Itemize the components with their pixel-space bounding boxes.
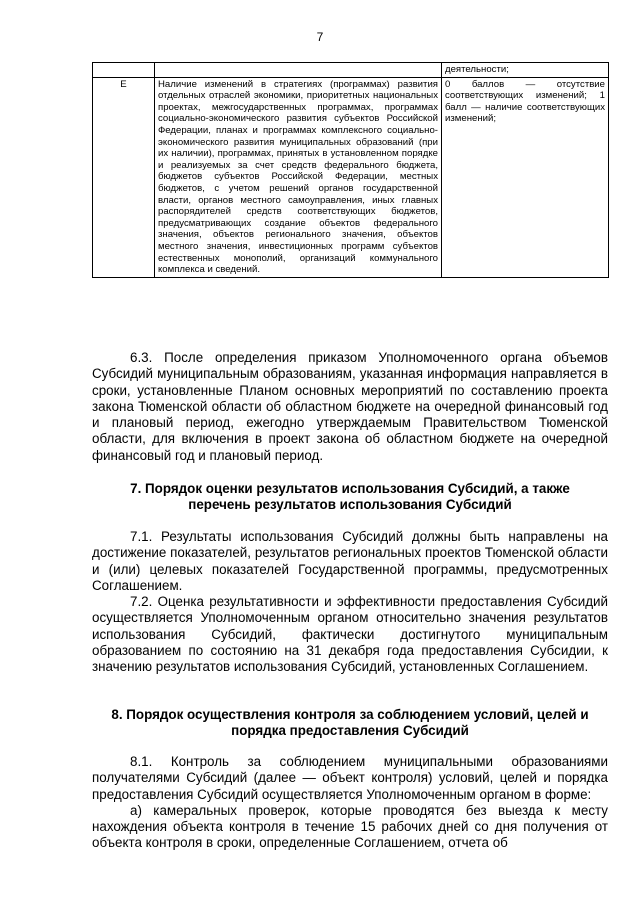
table-row [93, 63, 609, 78]
page-number: 7 [316, 30, 324, 44]
section-7-heading [92, 481, 608, 514]
table-cell-code [93, 63, 155, 78]
table-cell-code: Е [93, 77, 155, 277]
table-cell-score: 0 баллов — отсутствие соответствующих изменений; 1 балл — наличие соответствующих изменений; [442, 77, 609, 277]
paragraph-6-3: 6.3. После определения приказом Уполномоченного органа объемов Субсидий муниципальным образованиям, указанная информация направляется в сроки, установленные Планом основных мероприятий по составлению проекта закона Тюменской области об областном бюджете на очередной финансовый год и плановый период, ежегодно утверждаемым Правительством Тюменской области, для включения в проект закона об областном бюджете на очередной финансовый год и плановый период. [92, 350, 608, 463]
section-8-heading-line2: порядка предоставления Субсидий [231, 723, 469, 739]
criteria-table [92, 62, 609, 278]
paragraph-8-1-a: а) камеральных проверок, которые проводятся без выезда к месту нахождения объекта контроля в течение 15 рабочих дней со дня получения от объекта контроля в сроки, определенные Соглашением, отчета об [92, 802, 608, 851]
paragraph-block-6-3 [92, 350, 608, 464]
paragraph-8-1: 8.1. Контроль за соблюдением муниципальными образованиями получателями Субсидий (далее — объект контроля) условий, целей и порядка предоставления Субсидий осуществляется Уполномоченным органом в форме: [92, 754, 608, 802]
section-7-body [92, 529, 608, 676]
section-8-body [92, 754, 608, 852]
section-8-heading-line1: 8. Порядок осуществления контроля за соблюдением условий, целей и [111, 707, 589, 722]
section-8-heading [92, 707, 608, 740]
paragraph-7-1: 7.1. Результаты использования Субсидий должны быть направлены на достижение показателей, результатов региональных проектов Тюменской области и (или) целевых показателей Государственной программы, предусмотренных Соглашением. [92, 529, 608, 593]
table-cell-indicator [155, 63, 442, 78]
paragraph-7-2: 7.2. Оценка результативности и эффективности предоставления Субсидий осуществляется Уполномоченным органом относительно значения результатов использования Субсидий, фактически достигнутого муниципальным образованием по состоянию на 31 декабря года предоставления Субсидии, к значению результатов использования Субсидий, установленных Соглашением. [92, 594, 608, 675]
table-row [93, 77, 609, 277]
table-cell-score: деятельности; [442, 63, 609, 78]
table-cell-indicator: Наличие изменений в стратегиях (программах) развития отдельных отраслей экономики, приоритетных национальных проектах, межгосударственных программах, программах социально-экономического развития субъектов Российской Федерации, планах и программах комплексного социально-экономического развития муниципальных образований (при их наличии), программах, принятых в установленном порядке и реализуемых за счет средств федерального бюджета, бюджетов субъектов Российской Федерации, местных бюджетов, с учетом решений органов государственной власти, органов местного самоуправления, иных главных распорядителей средств соответствующих бюджетов, предусматривающих создание объектов федерального значения, объектов регионального значения, объектов местного значения, инвестиционных программ субъектов естественных монополий, организаций коммунального комплекса и сведений. [155, 77, 442, 277]
section-7-heading-line2: перечень результатов использования Субсидий [188, 497, 512, 513]
section-7-heading-line1: 7. Порядок оценки результатов использования Субсидий, а также [130, 481, 570, 496]
